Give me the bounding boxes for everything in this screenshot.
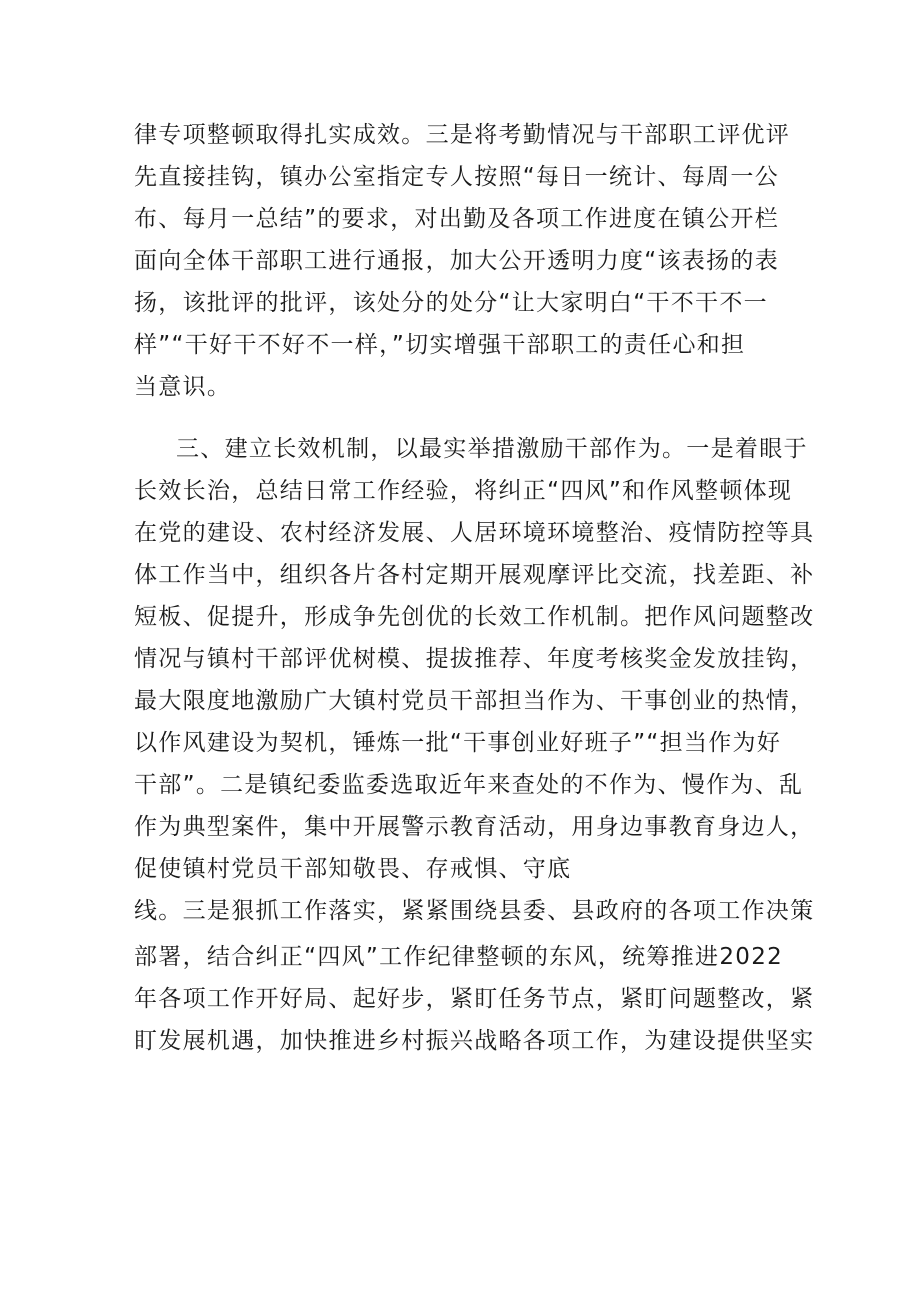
text-line: 盯发展机遇，加快推进乡村振兴战略各项工作，为建设提供坚实 xyxy=(134,1028,815,1054)
text-line xyxy=(134,1066,794,1100)
text-line: 样”“干好干不好不一样，”切实增强干部职工的责任心和担 xyxy=(134,332,746,358)
text-line: 线。三是狠抓工作落实，紧紧围绕县委、县政府的各项工作决策 xyxy=(134,898,815,924)
text-line: 情况与镇村干部评优树模、提拔推荐、年度考核奖金发放挂钩， xyxy=(134,646,815,672)
text-line: 年各项工作开好局、起好步，紧盯任务节点，紧盯问题整改，紧 xyxy=(134,986,815,1012)
text-line: 体工作当中，组织各片各村定期开展观摩评比交流，找差距、补 xyxy=(134,562,815,588)
text-line: 部署，结合纠正“四风”工作纪律整顿的东风，统筹推进2022 xyxy=(134,944,784,970)
text-line: 短板、促提升，形成争先创优的长效工作机制。把作风问题整改 xyxy=(134,604,815,630)
text-line: 促使镇村党员干部知敬畏、存戒惧、守底 xyxy=(134,856,572,882)
text-line: 长效长治，总结日常工作经验，将纠正“四风”和作风整顿体现 xyxy=(134,478,793,504)
text-line: 在党的建设、农村经济发展、人居环境环境整治、疫情防控等具 xyxy=(134,520,815,546)
text-line: 布、每月一总结”的要求，对出勤及各项工作进度在镇公开栏 xyxy=(134,206,780,232)
text-line: 以作风建设为契机，锤炼一批“干事创业好班子”“担当作为好 xyxy=(134,730,782,756)
section-heading-line: 三、建立长效机制，以最实举措激励干部作为。一是着眼于 xyxy=(176,436,808,462)
text-line: 面向全体干部职工进行通报，加大公开透明力度“该表扬的表 xyxy=(134,248,780,274)
text-line: 最大限度地激励广大镇村党员干部担当作为、干事创业的热情， xyxy=(134,688,815,714)
text-line: 律专项整顿取得扎实成效。三是将考勤情况与干部职工评优评 xyxy=(134,122,791,148)
text-line: 先直接挂钩，镇办公室指定专人按照“每日一统计、每周一公 xyxy=(134,164,780,190)
text-line: 作为典型案件，集中开展警示教育活动，用身边事教育身边人， xyxy=(134,814,815,840)
text-line: 干部”。二是镇纪委监委选取近年来查处的不作为、慢作为、乱 xyxy=(134,772,804,798)
text-line: 扬，该批评的批评，该处分的处分“让大家明白“干不干不一 xyxy=(134,290,768,316)
text-line: 当意识。 xyxy=(134,374,232,400)
